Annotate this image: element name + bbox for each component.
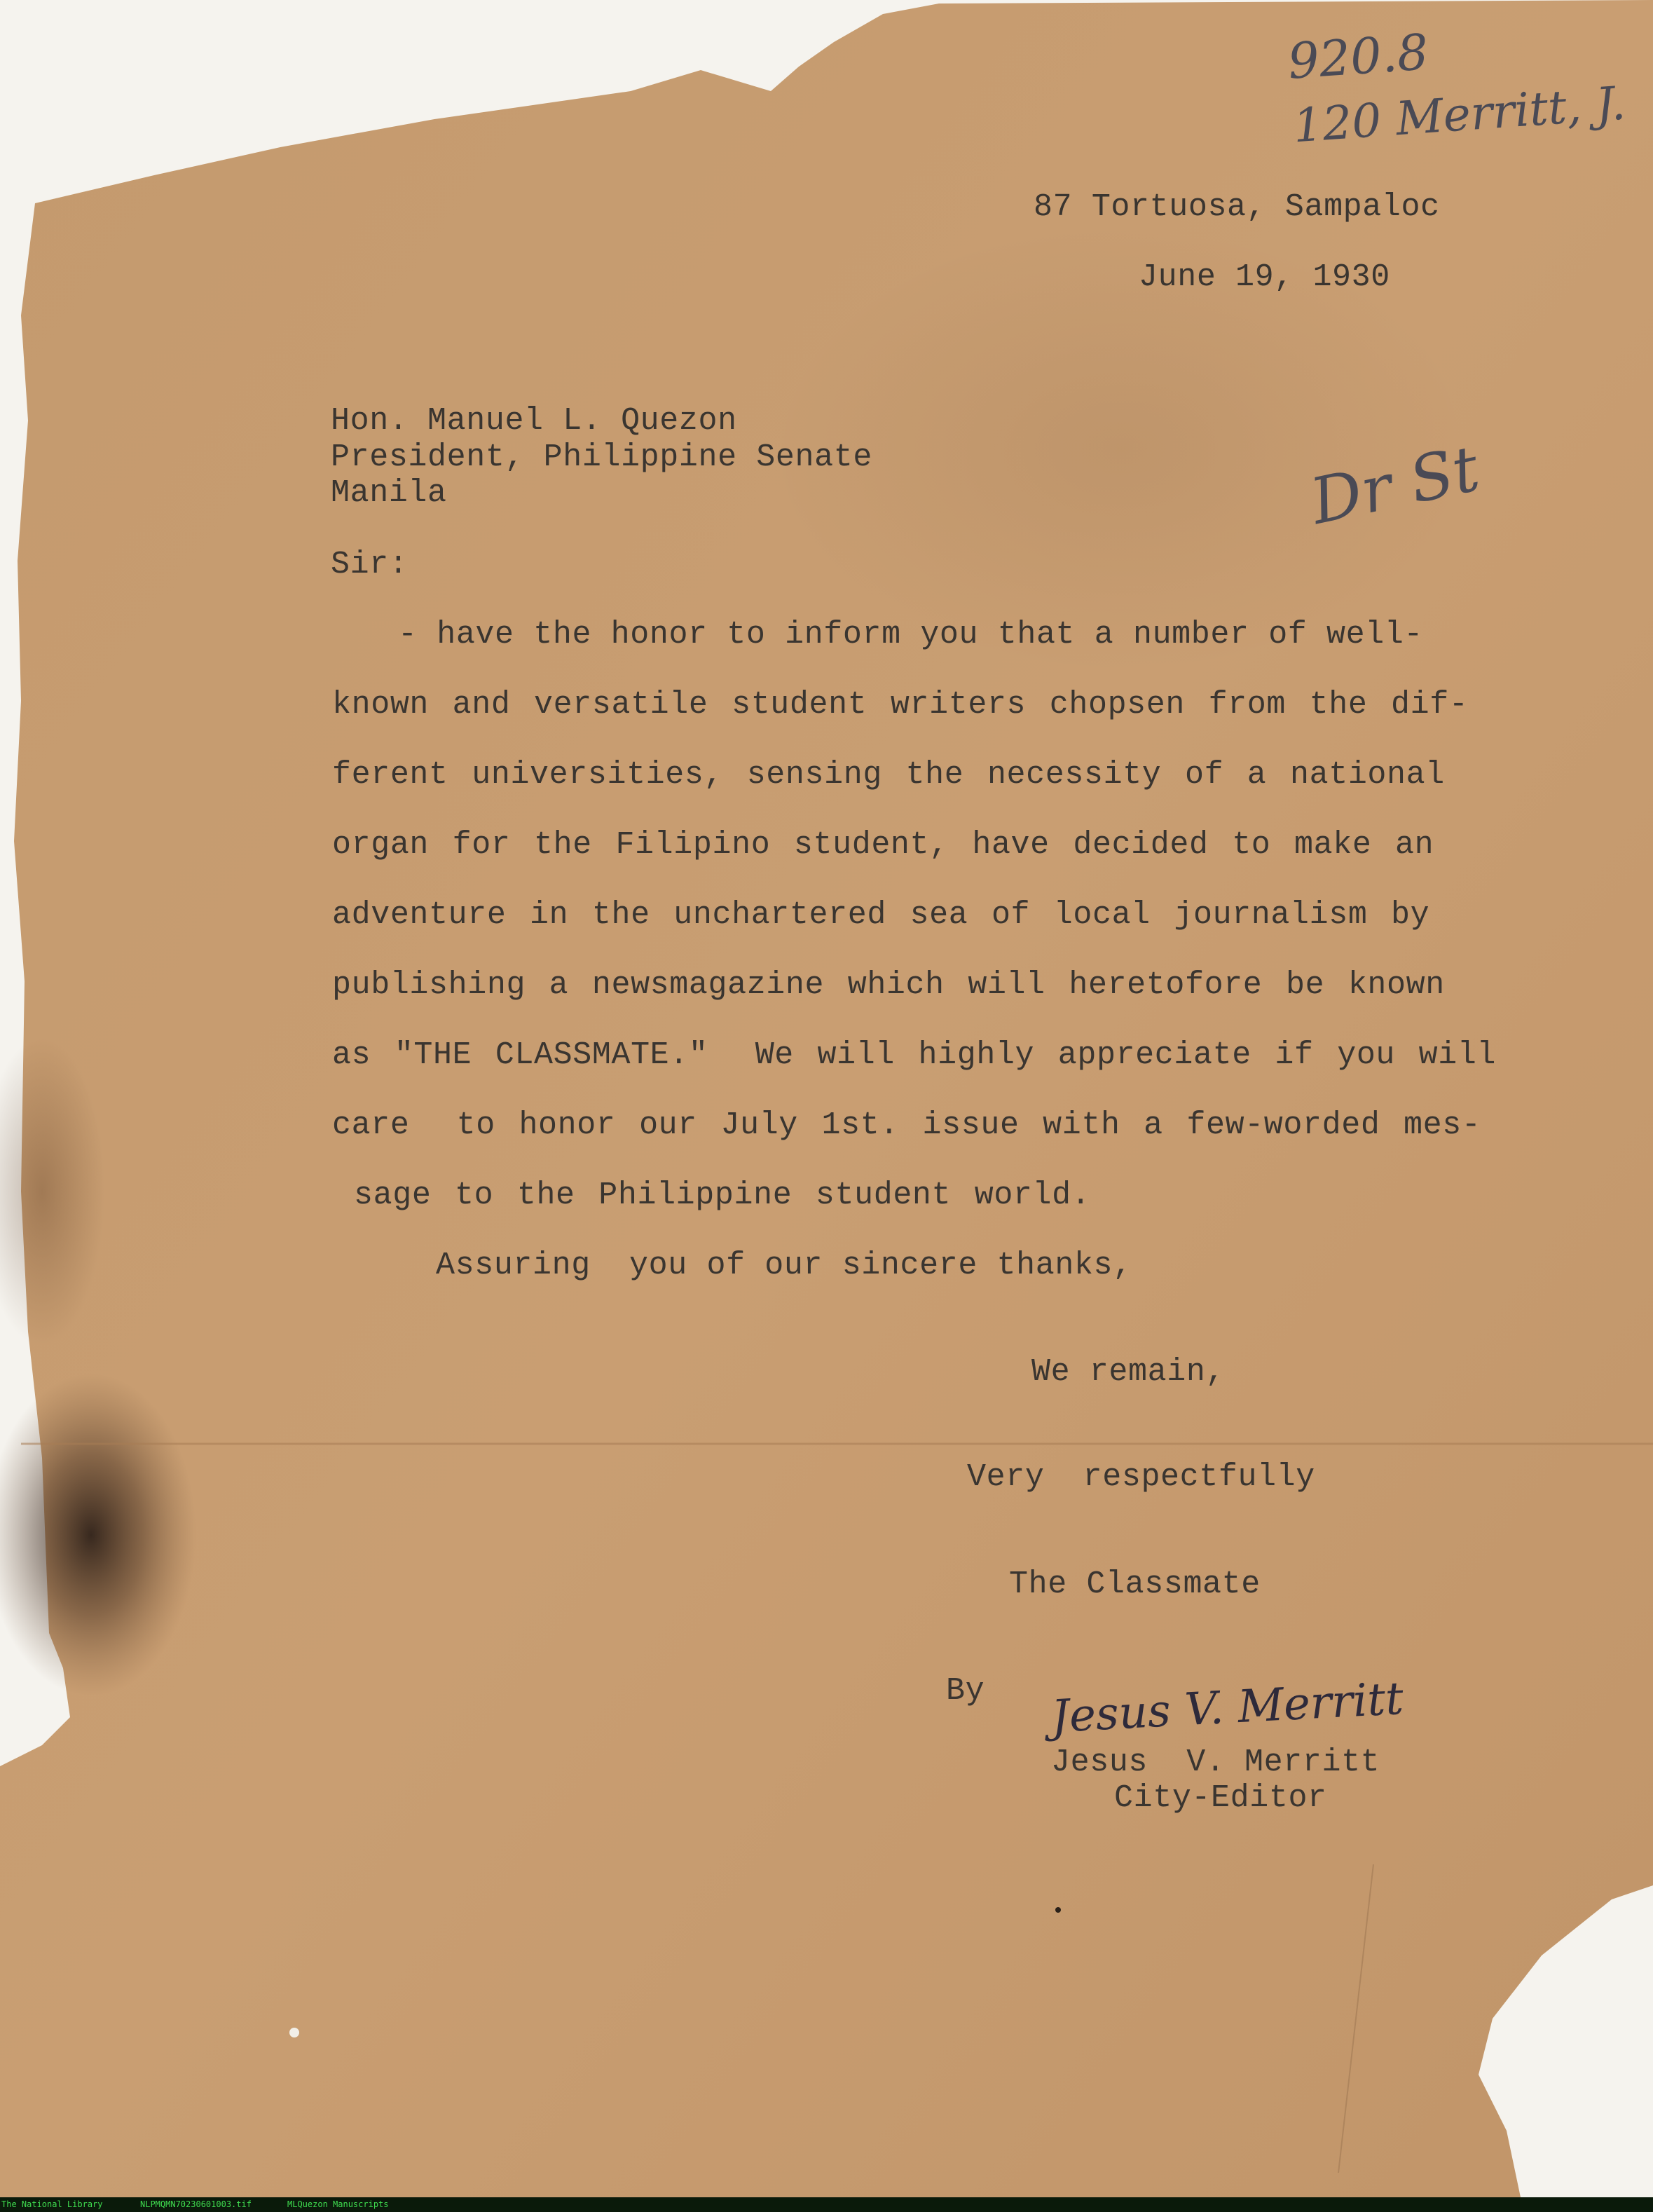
- footer-collection: MLQuezon Manuscripts: [287, 2199, 389, 2209]
- closing-by: By: [946, 1673, 985, 1709]
- body-line: ferent universities, sensing the necessity of a national: [332, 757, 1445, 793]
- body-line: - have the honor to inform you that a number of well-: [398, 617, 1424, 653]
- closing-remain: We remain,: [1031, 1354, 1226, 1390]
- margin-note: Dr St: [1304, 432, 1486, 539]
- archive-footer-bar: [0, 2197, 1653, 2212]
- body-line: as "THE CLASSMATE." We will highly appreciate if you will: [332, 1037, 1497, 1073]
- footer-file: NLPMQMN70230601003.tif: [140, 2199, 252, 2209]
- footer-library: The National Library: [1, 2199, 103, 2209]
- salutation: Sir:: [331, 547, 409, 582]
- closing-thanks: Assuring you of our sincere thanks,: [436, 1248, 1132, 1283]
- closing-organization: The Classmate: [1009, 1566, 1261, 1602]
- closing-respectfully: Very respectfully: [967, 1459, 1315, 1495]
- archive-note-line1: 920.8: [1286, 23, 1431, 90]
- body-line: known and versatile student writers chopsen from the dif-: [332, 687, 1469, 723]
- body-line: care to honor our July 1st. issue with a few-worded mes-: [332, 1107, 1481, 1143]
- body-line: adventure in the unchartered sea of local journalism by: [332, 897, 1430, 933]
- body-line: sage to the Philippine student world.: [354, 1177, 1091, 1213]
- recipient-name: Hon. Manuel L. Quezon: [331, 403, 737, 439]
- recipient-title: President, Philippine Senate: [331, 439, 872, 475]
- handwritten-signature: Jesus V. Merritt: [1050, 1672, 1405, 1744]
- recipient-city: Manila: [331, 475, 447, 511]
- letter-date: June 19, 1930: [1139, 259, 1390, 295]
- body-line: organ for the Filipino student, have decided to make an: [332, 827, 1434, 863]
- archive-note-line2: 120 Merritt, J.: [1291, 76, 1628, 153]
- sender-address: 87 Tortuosa, Sampaloc: [1034, 189, 1440, 225]
- signer-name: Jesus V. Merritt: [1051, 1745, 1380, 1780]
- signer-title: City-Editor: [1114, 1780, 1327, 1816]
- body-line: publishing a newsmagazine which will heretofore be known: [332, 967, 1445, 1003]
